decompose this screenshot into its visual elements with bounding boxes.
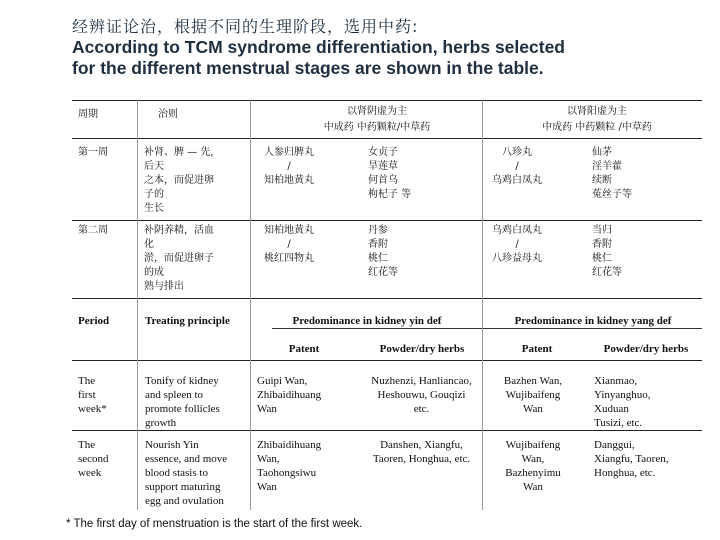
en-header-period: Period (78, 315, 110, 327)
en-row1-yin-patent: Guipi Wan, Zhibaidihuang Wan (257, 375, 322, 415)
en-row1-period: The first week* (78, 375, 107, 415)
zh-row2-yin-patent: 知柏地黄丸 / 桃红四物丸 (264, 225, 314, 264)
en-header-yin-herbs: Powder/dry herbs (379, 343, 465, 355)
title-english-line-2: for the different menstrual stages are shown in the table. (72, 58, 544, 78)
zh-row1-yin-patent: 人参归脾丸 / 知柏地黄丸 (264, 147, 314, 186)
rule-en-row1 (72, 430, 702, 431)
en-row2-yang-herbs: Danggui, Xiangfu, Taoren, Honghua, etc. (594, 439, 669, 479)
en-header-yang-herbs: Powder/dry herbs (603, 343, 689, 355)
col-divider (137, 100, 138, 510)
zh-row1-period: 第一周 (78, 147, 108, 158)
zh-row2-period: 第二周 (78, 225, 108, 236)
en-header-yang-group: Predominance in kidney yang def (514, 315, 672, 327)
zh-header-period: 周期 (78, 109, 98, 120)
en-row2-yang-patent: Wujibaifeng Wan, Bazhenyimu Wan (505, 439, 561, 493)
rule-en-header (72, 360, 702, 361)
en-row1-yang-patent: Bazhen Wan, Wujibaifeng Wan (503, 375, 563, 415)
en-row2-period: The second week (78, 439, 109, 479)
zh-header-yin-group: 以肾阴虚为主 (347, 106, 407, 117)
zh-row1-yang-patent: 八珍丸 / 乌鸡白凤丸 (492, 147, 542, 186)
zh-row1-yin-herbs: 女贞子 旱莲草 何首乌 枸杞子 等 (368, 147, 412, 200)
slide-title (72, 16, 702, 79)
footnote: * The first day of menstruation is the start of the first week. (66, 518, 363, 530)
en-row2-principle: Nourish Yin essence, and move blood stasis to support maturing egg and ovulation (145, 439, 228, 507)
title-english-line-1: According to TCM syndrome differentiation, herbs selected (72, 37, 565, 57)
rule-zh-header (72, 138, 702, 139)
en-row2-yin-patent: Zhibaidihuang Wan, Taohongsiwu Wan (257, 439, 322, 493)
zh-header-yin-sub: 中成药 中药颗粒/中草药 (323, 122, 431, 133)
zh-row2-principle: 补阴养精，活血 化 淤，而促进卵子 的成 熟与排出 (144, 225, 214, 292)
en-row2-yin-herbs: Danshen, Xiangfu, Taoren, Honghua, etc. (372, 439, 471, 465)
rule-top (72, 100, 702, 101)
zh-row2-yin-herbs: 丹参 香附 桃仁 红花等 (368, 225, 398, 278)
rule-zh-row1 (72, 220, 702, 221)
rule-en-group (272, 328, 702, 329)
rule-zh-row2 (72, 298, 702, 299)
zh-header-yang-sub: 中成药 中药颗粒 /中草药 (542, 122, 652, 133)
zh-header-yang-group: 以肾阳虚为主 (567, 106, 627, 117)
zh-row2-yang-herbs: 当归 香附 桃仁 红花等 (592, 225, 622, 278)
col-divider (250, 100, 251, 510)
herb-table (72, 100, 702, 510)
title-chinese: 经辨证论治，根据不同的生理阶段，选用中药: (72, 17, 419, 36)
en-row1-yin-herbs: Nuzhenzi, Hanliancao, Heshouwu, Gouqizi etc. (371, 375, 472, 415)
en-row1-yang-herbs: Xianmao, Yinyanghuo, Xuduan Tusizi, etc. (594, 375, 651, 429)
en-header-yang-patent: Patent (521, 343, 553, 355)
en-row1-principle: Tonify of kidney and spleen to promote follicles growth (145, 375, 220, 429)
en-header-principle: Treating principle (145, 315, 230, 327)
en-header-yin-group: Predominance in kidney yin def (292, 315, 442, 327)
zh-row1-yang-herbs: 仙茅 淫羊藿 续断 菟丝子等 (592, 147, 632, 200)
en-header-yin-patent: Patent (288, 343, 320, 355)
zh-row2-yang-patent: 乌鸡白凤丸 / 八珍益母丸 (492, 225, 542, 264)
zh-header-principle: 治则 (158, 109, 178, 120)
zh-row1-principle: 补肾、脾 — 先, 后天 之本，而促进卵 子的 生长 (144, 147, 214, 214)
